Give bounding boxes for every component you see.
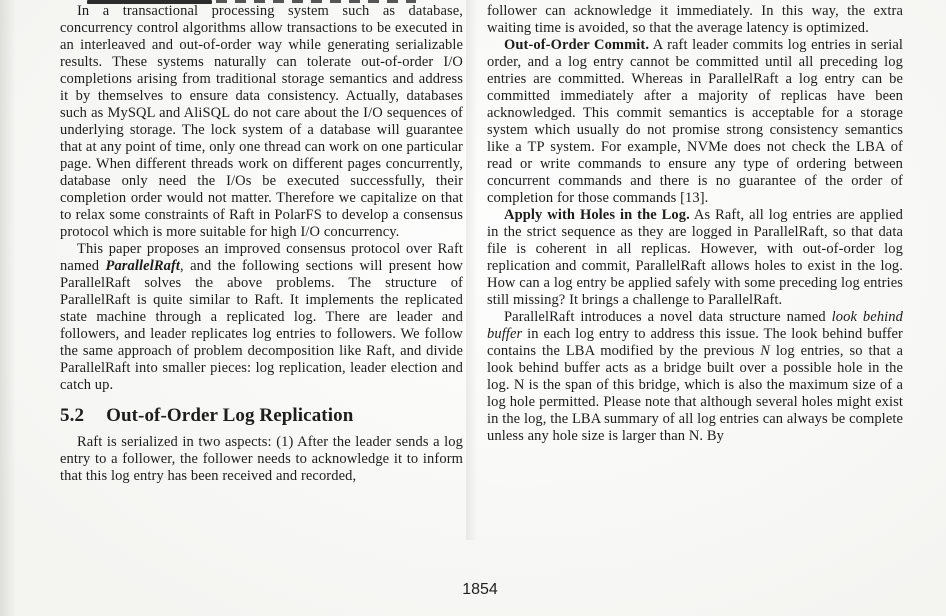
text-run: N [760, 343, 771, 359]
paragraph [487, 37, 903, 207]
section-heading [60, 404, 463, 427]
text-run: Apply with Holes in the Log. [504, 207, 690, 223]
paragraph [487, 3, 903, 37]
paragraph [60, 241, 463, 394]
paragraph [60, 3, 463, 241]
text-run: In a transactional processing system such as database, concurrency control algorithms allow transactions to be executed in an interleaved and out-of-order way while generating serializable results. These systems naturally can tolerate out-of-order I/O completions arising from traditional storage semantics and address it by themselves to ensure data consistency. Actually, databases such as MySQL and AliSQL do not care about the I/O sequences of underlying storage. The lock system of a database will guarantee that at any point of time, only one thread can work on one particular page. When different threads work on different pages concurrently, database only need the I/Os be executed successfully, their completion order would not matter. Therefore we capitalize on that to relax some constraints of Raft in PolarFS to develop a consensus protocol which is more suitable for high I/O concurrency. [60, 3, 463, 240]
page-number: 1854 [462, 581, 498, 598]
paragraph [60, 434, 463, 485]
section-title: Out-of-Order Log Replication [106, 405, 354, 426]
text-run: in each log entry to address this issue. The look behind buffer contains the LBA modified by the previous [487, 326, 903, 359]
text-run: As Raft, all log entries are applied in the strict sequence as they are logged in ParallelRaft, so that data file is coherent in all replicas. However, with out-of-order log replication and commit, ParallelRaft allows holes to exist in the log. How can a log entry be applied safely with some preceding log entries still missing? It brings a challenge to ParallelRaft. [487, 207, 903, 308]
section-number: 5.2 [60, 405, 85, 426]
text-run: look behind buffer [487, 309, 903, 342]
left-column [60, 3, 463, 485]
text-run: , and the following sections will present how ParallelRaft solves the above problems. The structure of ParallelRaft is quite similar to Raft. It implements the replicated state machine through a replicated log. There are leader and followers, and leader replicates log entries to followers. We follow the same approach of problem decomposition like Raft, and divide ParallelRaft into smaller pieces: log replication, leader election and catch up. [60, 258, 463, 393]
scan-gutter-shading [466, 0, 478, 540]
text-run: Raft is serialized in two aspects: (1) After the leader sends a log entry to a follower, the follower needs to acknowledge it to inform that this log entry has been received and recorded, [60, 434, 463, 484]
text-run: log entries, so that a look behind buffer acts as a bridge built over a possible hole in the log. N is the span of this bridge, which is also the maximum size of a log hole permitted. Please note that although several holes might exist in the log, the LBA summary of all log entries can always be complete unless any hole size is larger than N. By [487, 343, 904, 444]
text-run: ParallelRaft introduces a novel data structure named [504, 309, 832, 325]
text-run: A raft leader commits log entries in serial order, and a log entry cannot be committed until all preceding log entries are committed. Whereas in ParallelRaft a log entry can be committed immediately after a majority of replicas have been acknowledged. This commit semantics is acceptable for a storage system which usually do not promise strong consistency semantics like a TP system. For example, NVMe does not check the LBA of read or write commands to ensure any type of ordering between concurrent commands and there is no guarantee of the order of completion for those commands [13]. [487, 37, 904, 206]
text-run: follower can acknowledge it immediately. In this way, the extra waiting time is avoided, so that the average latency is optimized. [487, 3, 903, 36]
text-run: ParallelRaft [105, 258, 180, 274]
text-run: Out-of-Order Commit. [504, 37, 650, 53]
right-column [487, 3, 903, 445]
paragraph [487, 309, 903, 445]
text-run: This paper proposes an improved consensus protocol over Raft named [60, 241, 463, 274]
scan-edge-shading [0, 0, 16, 616]
paragraph [487, 207, 903, 309]
